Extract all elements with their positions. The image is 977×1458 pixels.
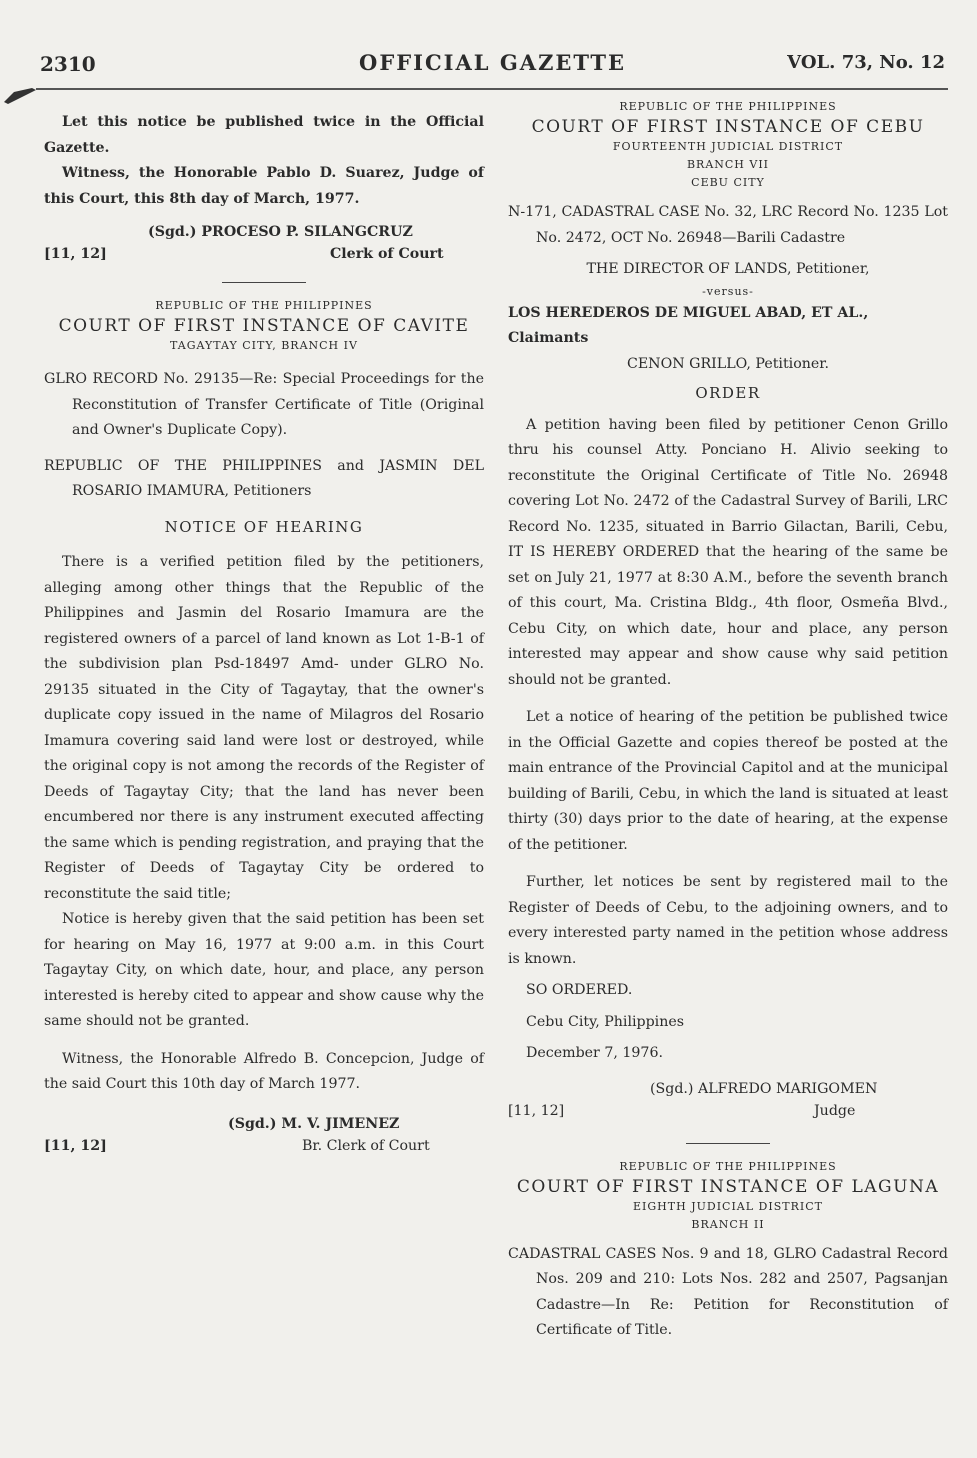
- case-reference: N-171, CADASTRAL CASE No. 32, LRC Record No. 1235 Lot No. 2472, OCT No. 26948—Barili Cadastre: [508, 204, 948, 246]
- signer-title: Br. Clerk of Court: [302, 1137, 430, 1154]
- petitioner-line-2: CENON GRILLO, Petitioner.: [626, 355, 830, 372]
- petition-paragraph: There is a verified petition filed by the petitioners, alleging among other things that the Republic of the Philippines and Jasmin del Rosario Imamura are the registered owners of a parcel of land known as Lot 1-B-1 of the subdivision plan Psd-18497 Amd- under GLRO No. 29135 situated in the City of Tagaytay, that the owner's duplicate copy issued in the name of Milagros del Rosario Imamura covering said land were lost or destroyed, while the original copy is not among the records of the Register of Deeds of Tagaytay City; that the land has never been encumbered nor there is any instrument executed affecting the same which is pending registration, and praying that the Register of Deeds of Tagaytay City be ordered to reconstitute the said title;: [44, 554, 484, 902]
- publication-paragraph: Let a notice of hearing of the petition be published twice in the Official Gazette and copies thereof be posted at the main entrance of the Provincial Capitol and at the municipal building of Barili, Cebu, in which the land is situated at least thirty (30) days prior to the date of hearing, at the expense of the petitioner.: [508, 709, 948, 853]
- volume-number: VOL. 73, No. 12: [787, 52, 945, 73]
- issue-tag: [11, 12]: [508, 1102, 565, 1119]
- signer-name: (Sgd.) PROCESO P. SILANGCRUZ: [148, 224, 413, 240]
- republic-heading: REPUBLIC OF THE PHILIPPINES: [155, 299, 373, 312]
- so-ordered: SO ORDERED.: [526, 982, 633, 998]
- page-header: [40, 48, 945, 82]
- republic-heading: REPUBLIC OF THE PHILIPPINES: [619, 100, 837, 113]
- court-subheading: TAGAYTAY CITY, BRANCH IV: [170, 339, 358, 352]
- court-heading: COURT OF FIRST INSTANCE OF CEBU: [531, 117, 925, 137]
- signature-block: [44, 1112, 484, 1160]
- petitioner-line: THE DIRECTOR OF LANDS, Petitioner,: [586, 261, 870, 277]
- order-date: December 7, 1976.: [526, 1045, 663, 1061]
- notice-title: NOTICE OF HEARING: [164, 517, 364, 536]
- branch-heading: BRANCH VII: [686, 158, 770, 171]
- left-column: [44, 110, 484, 1160]
- case-reference: CADASTRAL CASES Nos. 9 and 18, GLRO Cadastral Record Nos. 209 and 210: Lots Nos. 282 and 2507, Pagsanjan Cadastre—In Re: Petition for Reconstitution of Certificate of Title.: [508, 1245, 948, 1338]
- court-heading: COURT OF FIRST INSTANCE OF CAVITE: [58, 316, 470, 336]
- parties: REPUBLIC OF THE PHILIPPINES and JASMIN DEL ROSARIO IMAMURA, Petitioners: [44, 457, 484, 499]
- issue-tag: [11, 12]: [44, 1137, 107, 1154]
- issue-tag: [11, 12]: [44, 246, 107, 262]
- district-heading: EIGHTH JUDICIAL DISTRICT: [633, 1199, 823, 1213]
- branch-heading: BRANCH II: [691, 1217, 765, 1231]
- order-title: ORDER: [695, 384, 761, 402]
- case-reference: GLRO RECORD No. 29135—Re: Special Proceedings for the Reconstitution of Transfer Certificate of Title (Original and Owner's Duplicate Copy).: [44, 371, 484, 438]
- witness-paragraph: Witness, the Honorable Alfredo B. Concepcion, Judge of the said Court this 10th day of March 1977.: [44, 1050, 484, 1092]
- signer-title: Judge: [814, 1102, 856, 1119]
- page-number: 2310: [40, 52, 96, 76]
- claimants-line: LOS HEREDEROS DE MIGUEL ABAD, ET AL., Claimants: [508, 304, 869, 346]
- section-divider: [222, 282, 306, 283]
- signer-name: (Sgd.) M. V. JIMENEZ: [228, 1115, 400, 1132]
- right-column: [508, 98, 948, 1344]
- district-heading: FOURTEENTH JUDICIAL DISTRICT: [612, 140, 844, 153]
- header-rule: [36, 88, 948, 90]
- signature-block: [508, 1077, 948, 1125]
- republic-heading: REPUBLIC OF THE PHILIPPINES: [619, 1159, 837, 1173]
- order-place: Cebu City, Philippines: [526, 1013, 685, 1030]
- hearing-paragraph: Notice is hereby given that the said petition has been set for hearing on May 16, 1977 at 9:00 a.m. in this Court Tagaytay City, on which date, hour, and place, any person interested is hereby cited to appear and show cause why the same should not be granted.: [44, 911, 484, 1029]
- city-heading: CEBU CITY: [691, 176, 765, 189]
- signature-block: [44, 220, 484, 268]
- publish-notice: Let this notice be published twice in the Official Gazette.: [44, 114, 484, 156]
- section-divider: [686, 1143, 770, 1144]
- court-heading: COURT OF FIRST INSTANCE OF LAGUNA: [516, 1176, 940, 1197]
- ink-mark-icon: [2, 84, 38, 106]
- signer-title: Clerk of Court: [330, 246, 444, 262]
- witness-statement: Witness, the Honorable Pablo D. Suarez, Judge of this Court, this 8th day of March, 1977.: [44, 165, 484, 207]
- order-paragraph: A petition having been filed by petitioner Cenon Grillo thru his counsel Atty. Ponciano H. Alivio seeking to reconstitute the Original Certificate of Title No. 26948 covering Lot No. 2472 of the Cadastral Survey of Barili, LRC Record No. 1235, situated in Barrio Gilactan, Barili, Cebu, IT IS HEREBY ORDERED that the hearing of the same be set on July 21, 1977 at 8:30 A.M., before the seventh branch of this court, Ma. Cristina Bldg., 4th floor, Osmeña Blvd., Cebu City, on which date, hour and place, any person interested may appear and show cause why said petition should not be granted.: [508, 416, 948, 688]
- signer-name: (Sgd.) ALFREDO MARIGOMEN: [650, 1080, 878, 1097]
- publication-title: OFFICIAL GAZETTE: [359, 50, 626, 75]
- notice-mail-paragraph: Further, let notices be sent by registered mail to the Register of Deeds of Cebu, to the adjoining owners, and to every interested party named in the petition whose address is known.: [508, 874, 948, 967]
- versus-line: -versus-: [702, 284, 754, 298]
